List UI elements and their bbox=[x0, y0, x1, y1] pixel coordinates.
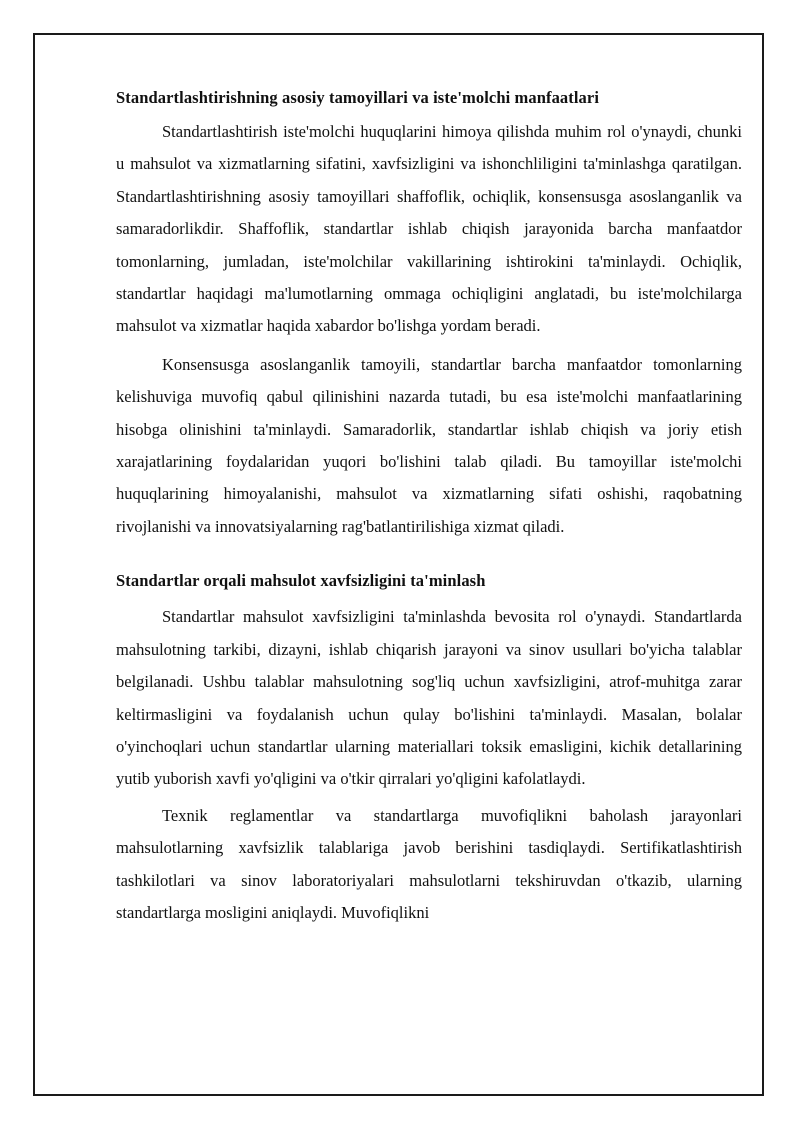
paragraph-safety-conformity: Texnik reglamentlar va standartlarga muvofiqlikni baholash jarayonlari mahsulotlarning xavfsizlik talablariga javob berishini tasdiqlaydi. Sertifikatlashtirish tashkilotlari va sinov laboratoriyalari mahsulotlarni tekshiruvdan o'tkazib, ularning standartlarga mosligini aniqlaydi. Muvofiqlikni bbox=[116, 805, 742, 922]
paragraph-principles-consensus: Konsensusga asoslanganlik tamoyili, standartlar barcha manfaatdor tomonlarning kelishuviga muvofiq qabul qilinishini nazarda tutadi, bu esa iste'molchi manfaatlarining hisobga olinishini ta'minlaydi. Samaradorlik, standartlar ishlab chiqish va joriy etish xarajatlarining foydalaridan yuqori bo'lishini talab qiladi. Bu tamoyillar iste'molchi huquqlarining himoyalanishi, mahsulot va xizmatlarning sifati oshishi, raqobatning rivojlanishi va innovatsiyalarning rag'batlantirilishiga xizmat qiladi. bbox=[116, 354, 742, 536]
paragraph-safety-standards: Standartlar mahsulot xavfsizligini ta'minlashda bevosita rol o'ynaydi. Standartlarda mahsulotning tarkibi, dizayni, ishlab chiqarish jarayoni va sinov usullari bo'yicha talablar belgilanadi. Ushbu talablar mahsulotning sog'liq uchun xavfsizligini, atrof-muhitga zarar keltirmasligini va foydalanish uchun qulay bo'lishini ta'minlaydi. Masalan, bolalar o'yinchoqlari uchun standartlar ularning materiallari toksik emasligini, kichik detallarining yutib yuborish xavfi yo'qligini va o'tkir qirralari yo'qligini kafolatlaydi. bbox=[116, 607, 742, 789]
section-heading-principles: Standartlashtirishning asosiy tamoyillari va iste'molchi manfaatlari bbox=[116, 88, 600, 107]
document-body bbox=[116, 82, 742, 929]
paragraph-principles-intro: Standartlashtirish iste'molchi huquqlarini himoya qilishda muhim rol o'ynaydi, chunki u mahsulot va xizmatlarning sifatini, xavfsizligini va ishonchliligini ta'minlashga qaratilgan. Standartlashtirishning asosiy tamoyillari shaffoflik, ochiqlik, konsensusga asoslanganlik va samaradorlikdir. Shaffoflik, standartlar ishlab chiqish jarayonida barcha manfaatdor tomonlarning, jumladan, iste'molchilar vakillarining ishtirokini ta'minlaydi. Ochiqlik, standartlar haqidagi ma'lumotlarning ommaga ochiqligini anglatadi, bu iste'molchilarga mahsulot va xizmatlar haqida xabardor bo'lishga yordam beradi. bbox=[116, 122, 742, 336]
section-heading-product-safety: Standartlar orqali mahsulot xavfsizligini ta'minlash bbox=[116, 571, 486, 591]
